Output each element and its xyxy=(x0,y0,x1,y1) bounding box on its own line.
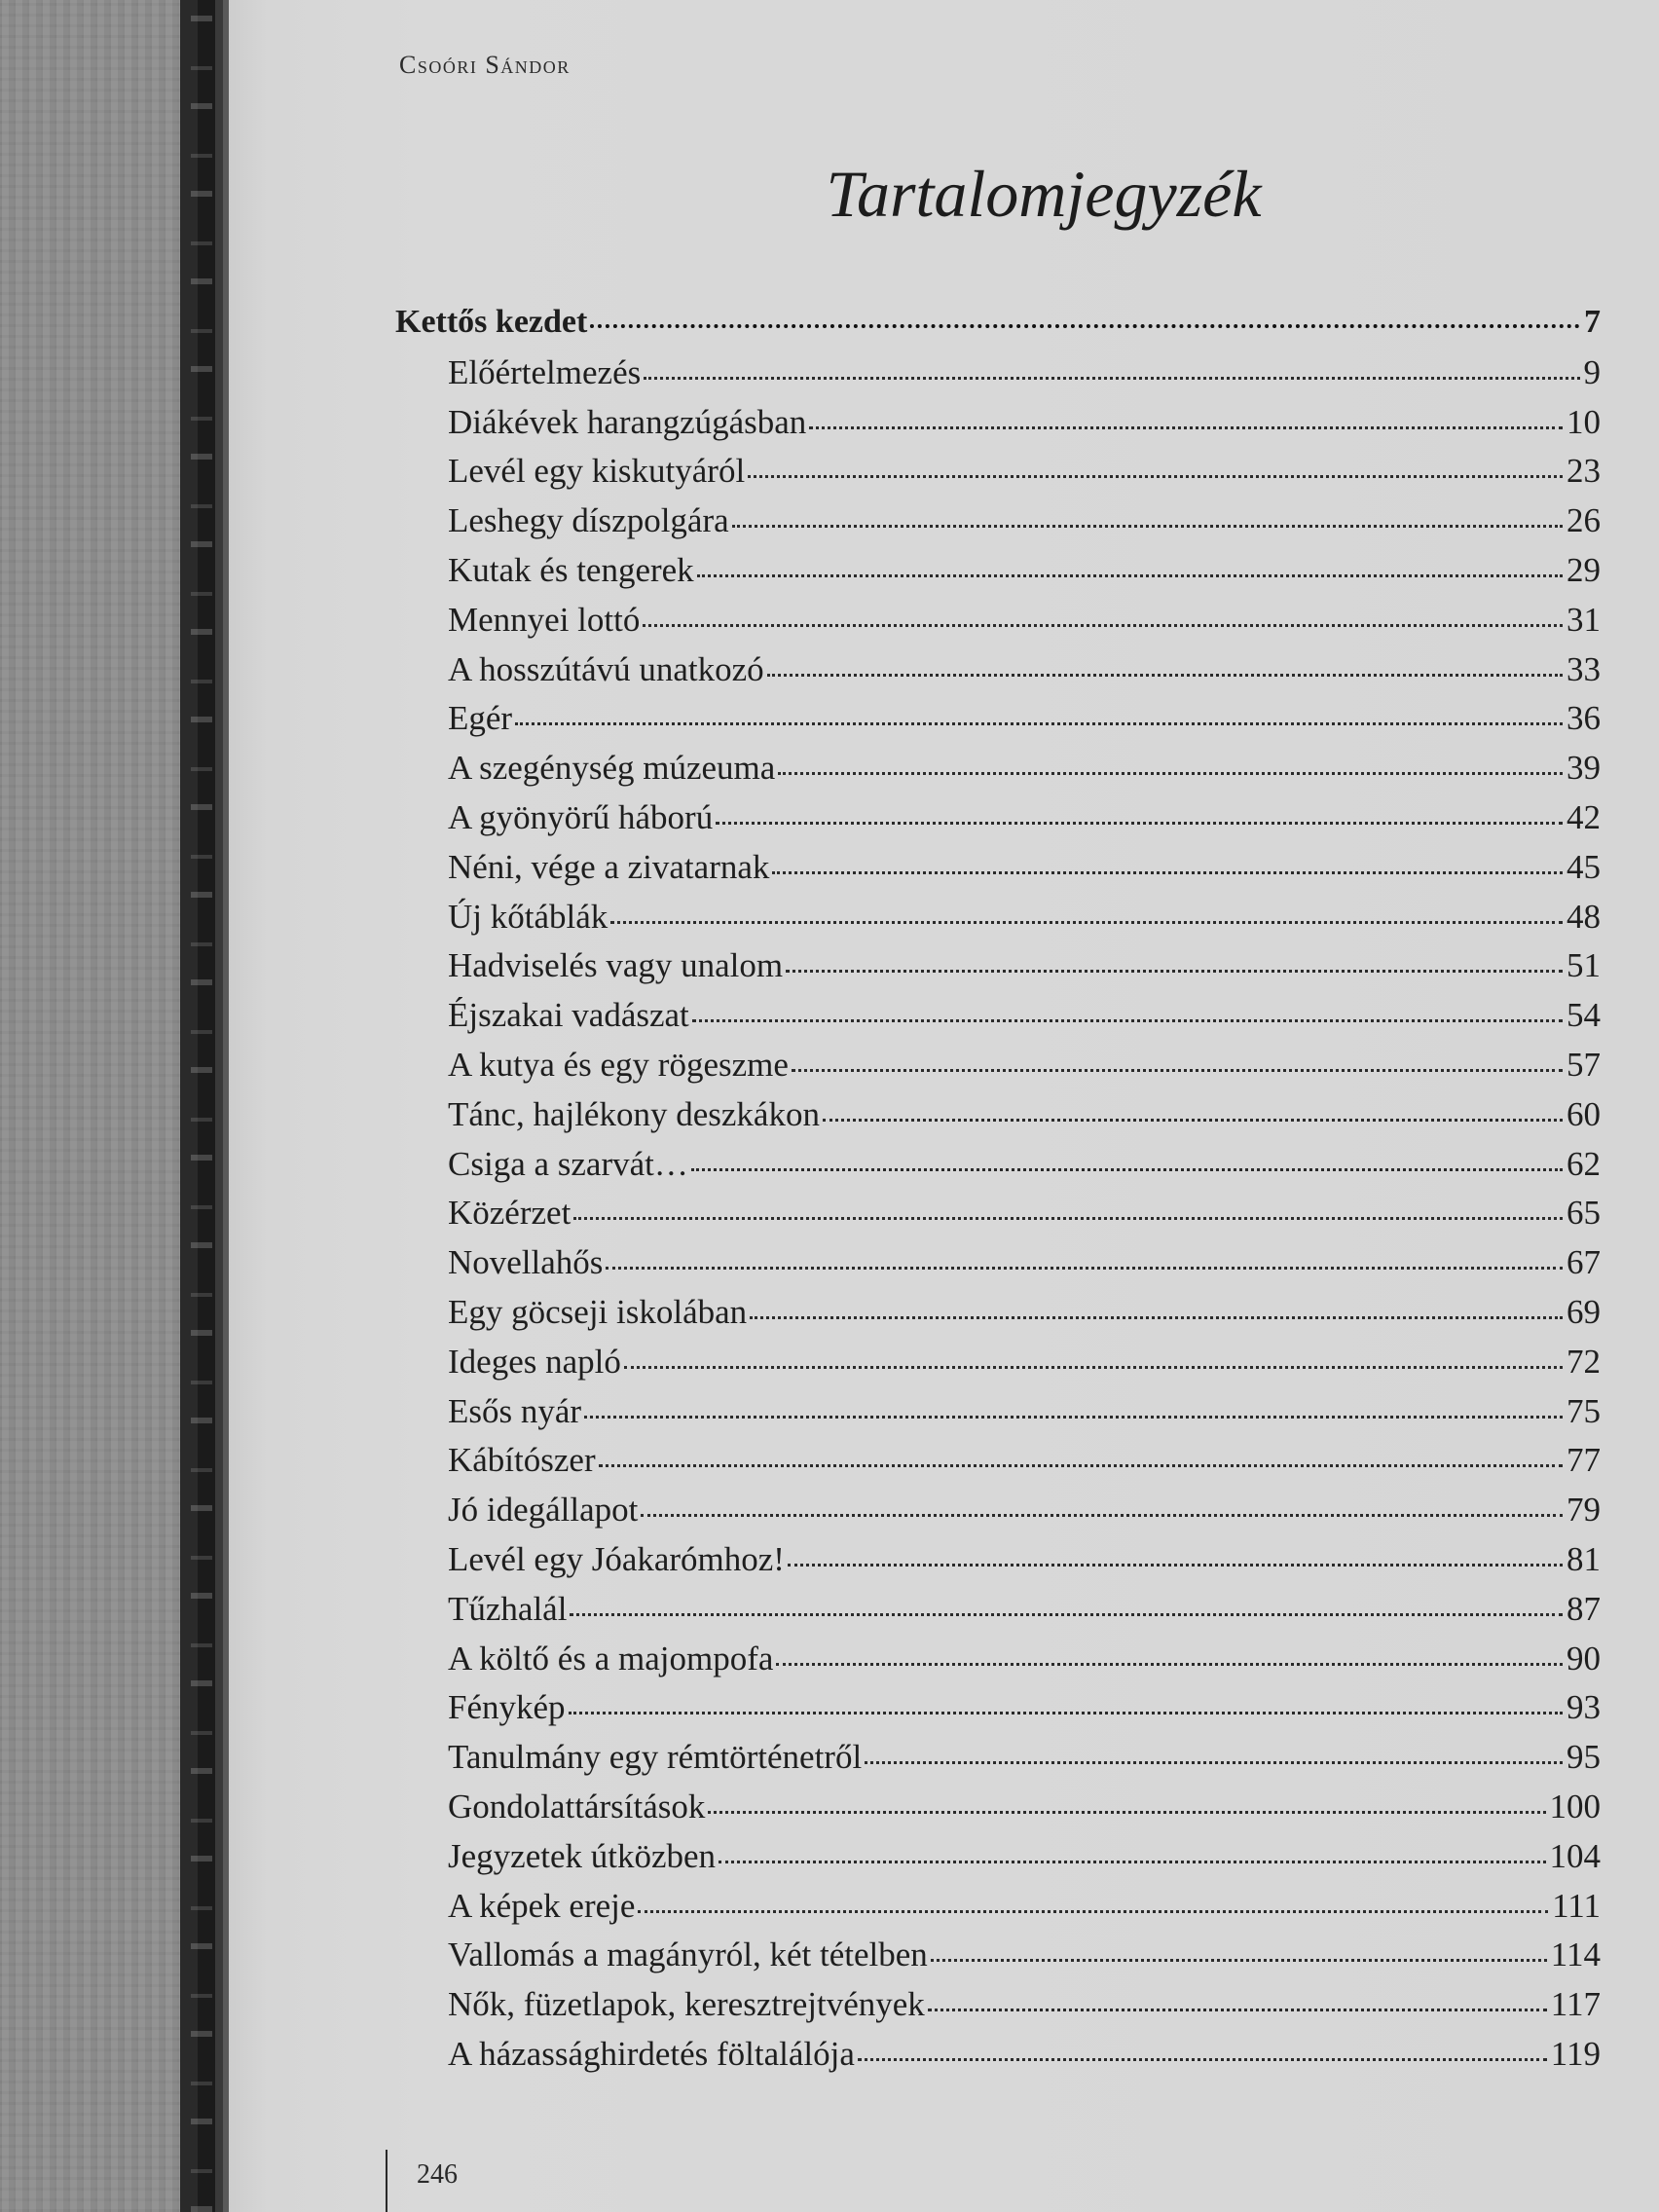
toc-entry-page: 45 xyxy=(1567,847,1601,886)
toc-entry xyxy=(448,353,1601,402)
toc-dot-leader xyxy=(732,524,1563,528)
toc-dot-leader xyxy=(624,1365,1563,1369)
toc-entry xyxy=(448,898,1601,946)
page-title xyxy=(0,156,1659,233)
toc-entry xyxy=(448,601,1601,649)
toc-entry-title: A költő és a majompofa xyxy=(448,1639,774,1677)
toc-entry-title: Tűzhalál xyxy=(448,1589,568,1628)
toc-entry-title: A házassághirdetés föltalálója xyxy=(448,2035,855,2073)
toc-entry-title: Jó idegállapot xyxy=(448,1491,639,1530)
toc-entry-page: 42 xyxy=(1567,798,1601,836)
toc-entry-page: 114 xyxy=(1550,1936,1601,1974)
toc-entry xyxy=(448,1887,1601,1936)
toc-entry-title: Fénykép xyxy=(448,1688,566,1727)
toc-entry-title: Kutak és tengerek xyxy=(448,551,694,589)
toc-entry xyxy=(448,1095,1601,1144)
toc-entry xyxy=(448,452,1601,500)
toc-dot-leader xyxy=(643,623,1563,627)
toc-entry-page: 81 xyxy=(1567,1540,1601,1578)
toc-dot-leader xyxy=(786,969,1563,973)
toc-entry-page: 79 xyxy=(1567,1491,1601,1530)
toc-entry xyxy=(448,2035,1601,2083)
toc-entry-page: 57 xyxy=(1567,1046,1601,1084)
toc-entry-page: 100 xyxy=(1549,1788,1601,1825)
toc-dot-leader xyxy=(750,1315,1563,1319)
toc-entry-title: Gondolattársítások xyxy=(448,1788,706,1825)
toc-dot-leader xyxy=(788,1563,1563,1567)
toc-entry-title: Kettős kezdet xyxy=(395,304,588,340)
toc-entry-title: Csiga a szarvát… xyxy=(448,1144,688,1183)
toc-entry xyxy=(448,1293,1601,1342)
running-head: Csoóri Sándor xyxy=(399,51,571,79)
toc-entry-page: 36 xyxy=(1567,699,1601,738)
toc-entry xyxy=(448,501,1601,550)
toc-entry-page: 51 xyxy=(1567,946,1601,985)
toc-entry-page: 119 xyxy=(1550,2035,1601,2073)
toc-entry-page: 33 xyxy=(1567,649,1601,688)
toc-dot-leader xyxy=(644,376,1579,380)
toc-entry-page: 67 xyxy=(1567,1243,1601,1282)
toc-entry-title: Éjszakai vadászat xyxy=(448,996,689,1035)
page-title-text: Tartalomjegyzék xyxy=(826,157,1262,231)
toc-dot-leader xyxy=(590,323,1580,328)
footer-rule xyxy=(386,2150,387,2212)
toc-entry-page: 87 xyxy=(1567,1589,1601,1628)
toc-dot-leader xyxy=(776,1662,1563,1666)
toc-dot-leader xyxy=(569,1711,1563,1714)
toc-entry xyxy=(448,403,1601,452)
toc-entry-title: A gyönyörű háború xyxy=(448,798,714,836)
toc-entry-page: 60 xyxy=(1567,1094,1601,1133)
toc-entry-title: Közérzet xyxy=(448,1194,571,1233)
toc-entry-title: Egér xyxy=(448,699,513,738)
toc-dot-leader xyxy=(515,721,1563,725)
toc-dot-leader xyxy=(931,1958,1547,1962)
toc-entry-title: Vallomás a magányról, két tételben xyxy=(448,1936,928,1974)
toc-entry-page: 93 xyxy=(1567,1688,1601,1727)
toc-entry-title: Kábítószer xyxy=(448,1441,596,1480)
toc-entry-page: 62 xyxy=(1567,1144,1601,1183)
toc-dot-leader xyxy=(692,1018,1563,1022)
toc-entry-title: Diákévek harangzúgásban xyxy=(448,402,807,441)
toc-entry-page: 75 xyxy=(1567,1391,1601,1430)
toc-entry-title: Ideges napló xyxy=(448,1342,621,1381)
toc-entry-title: Jegyzetek útközben xyxy=(448,1836,717,1875)
toc-entry-title: Tánc, hajlékony deszkákon xyxy=(448,1094,820,1133)
toc-dot-leader xyxy=(778,771,1563,775)
toc-dot-leader xyxy=(809,425,1563,429)
toc-entry-page: 65 xyxy=(1567,1194,1601,1233)
toc-entry-page: 54 xyxy=(1567,996,1601,1035)
toc-entry-title: Esős nyár xyxy=(448,1391,582,1430)
toc-entry xyxy=(448,1441,1601,1490)
toc-dot-leader xyxy=(606,1266,1563,1270)
toc-entry-title: Levél egy Jóakarómhoz! xyxy=(448,1540,785,1578)
toc-dot-leader xyxy=(708,1810,1545,1814)
toc-dot-leader xyxy=(716,821,1563,825)
toc-dot-leader xyxy=(573,1216,1563,1220)
toc-section-heading xyxy=(395,304,1601,352)
toc-dot-leader xyxy=(792,1068,1563,1072)
toc-entry xyxy=(448,1491,1601,1539)
toc-entry-title: Néni, vége a zivatarnak xyxy=(448,847,770,886)
toc-entry xyxy=(448,749,1601,797)
toc-entry-page: 23 xyxy=(1567,452,1601,491)
toc-dot-leader xyxy=(570,1612,1563,1616)
page-number: 246 xyxy=(417,2159,458,2190)
toc-entry-title: Mennyei lottó xyxy=(448,600,641,639)
toc-entry xyxy=(448,1788,1601,1836)
toc-entry xyxy=(448,1046,1601,1094)
toc-entry-title: A hosszútávú unatkozó xyxy=(448,649,764,688)
toc-entry-title: Előértelmezés xyxy=(448,352,642,391)
toc-entry-title: A szegénység múzeuma xyxy=(448,749,776,788)
toc-dot-leader xyxy=(599,1463,1563,1467)
toc-entry xyxy=(448,1936,1601,1984)
toc-entry-page: 26 xyxy=(1567,501,1601,540)
toc-entry-title: Hadviselés vagy unalom xyxy=(448,946,784,985)
toc-entry xyxy=(448,1640,1601,1688)
toc-dot-leader xyxy=(641,1513,1563,1517)
toc-entry-page: 104 xyxy=(1549,1836,1601,1875)
toc-entry-title: Novellahős xyxy=(448,1243,604,1282)
toc-dot-leader xyxy=(697,573,1563,577)
toc-entry xyxy=(448,1590,1601,1639)
toc-entry xyxy=(448,1688,1601,1737)
toc-entry-page: 48 xyxy=(1567,897,1601,936)
toc-entry-page: 9 xyxy=(1583,352,1601,391)
toc-entry xyxy=(448,1837,1601,1886)
toc-entry xyxy=(448,1145,1601,1194)
toc-entry xyxy=(448,1194,1601,1242)
toc-entry-title: Leshegy díszpolgára xyxy=(448,501,729,540)
toc-dot-leader xyxy=(772,870,1563,874)
spine-ornament xyxy=(191,0,212,2212)
toc-entry-title: Egy göcseji iskolában xyxy=(448,1293,748,1331)
toc-entry xyxy=(448,798,1601,847)
toc-dot-leader xyxy=(691,1167,1563,1171)
toc-dot-leader xyxy=(865,1760,1563,1764)
toc-dot-leader xyxy=(928,2008,1547,2011)
toc-dot-leader xyxy=(748,474,1563,478)
toc-entry xyxy=(448,699,1601,748)
toc-entry-title: Új kőtáblák xyxy=(448,897,608,936)
toc-entry-title: Tanulmány egy rémtörténetről xyxy=(448,1738,863,1777)
toc-entry-page: 31 xyxy=(1567,600,1601,639)
toc-entry-page: 29 xyxy=(1567,551,1601,589)
toc-entry-title: Nők, füzetlapok, keresztrejtvények xyxy=(448,1985,925,2024)
toc-entry-page: 10 xyxy=(1567,402,1601,441)
toc-entry xyxy=(448,1343,1601,1391)
toc-dot-leader xyxy=(858,2057,1547,2061)
toc-entry-title: A képek ereje xyxy=(448,1886,636,1925)
toc-entry-page: 39 xyxy=(1567,749,1601,788)
toc-entry xyxy=(448,946,1601,995)
toc-entry xyxy=(448,1392,1601,1441)
toc-entry-page: 69 xyxy=(1567,1293,1601,1331)
toc-entry-page: 117 xyxy=(1550,1985,1601,2024)
toc-dot-leader xyxy=(584,1415,1563,1419)
toc-entry xyxy=(448,1540,1601,1589)
toc-entry xyxy=(448,996,1601,1045)
toc-entry xyxy=(448,650,1601,699)
toc-entry xyxy=(448,1738,1601,1787)
toc-dot-leader xyxy=(823,1118,1563,1122)
toc-entry-page: 90 xyxy=(1567,1639,1601,1677)
toc-entry xyxy=(448,1243,1601,1292)
toc-entry-page: 72 xyxy=(1567,1342,1601,1381)
toc-entry-page: 7 xyxy=(1584,304,1601,340)
toc-entry xyxy=(448,551,1601,600)
toc-entry xyxy=(448,848,1601,897)
toc-entry-title: A kutya és egy rögeszme xyxy=(448,1046,789,1084)
desk-background xyxy=(0,0,180,2212)
toc-entry xyxy=(448,1985,1601,2034)
toc-entry-page: 77 xyxy=(1567,1441,1601,1480)
toc-entry-page: 95 xyxy=(1567,1738,1601,1777)
toc-entry-page: 111 xyxy=(1552,1886,1601,1925)
toc-dot-leader xyxy=(610,920,1563,924)
toc-dot-leader xyxy=(719,1860,1545,1863)
toc-dot-leader xyxy=(767,673,1563,677)
toc-entry-title: Levél egy kiskutyáról xyxy=(448,452,746,491)
toc-dot-leader xyxy=(638,1909,1548,1913)
